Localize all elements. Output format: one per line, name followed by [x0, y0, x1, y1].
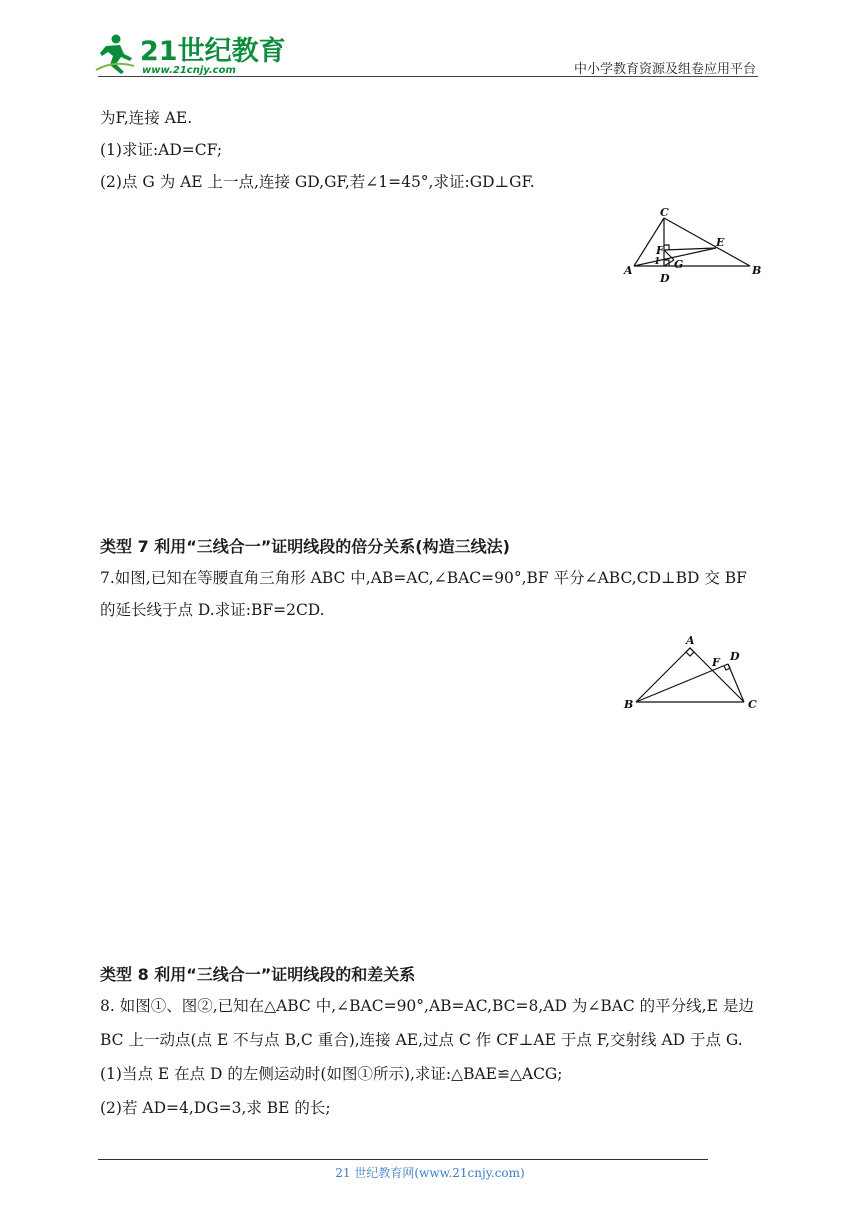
- segment-bd: [636, 664, 728, 702]
- problem6-line1: 为F,连接 AE.: [100, 109, 193, 127]
- problem6-part1: (1)求证:AD=CF;: [100, 141, 223, 159]
- problem7-line2: 的延长线于点 D.求证:BF=2CD.: [100, 601, 325, 619]
- label-e: E: [716, 236, 725, 249]
- footer-divider: [98, 1159, 708, 1160]
- problem6-figure: [620, 204, 770, 294]
- label-d: D: [660, 272, 670, 285]
- type8-heading: 类型 8 利用“三线合一”证明线段的和差关系: [100, 965, 416, 984]
- segment-ba: [636, 648, 690, 702]
- problem8-line1: 8. 如图①、图②,已知在△ABC 中,∠BAC=90°,AB=AC,BC=8,AD 为∠BAC 的平分线,E 是边: [100, 997, 754, 1015]
- logo-sub-text: www.21cnjy.com: [142, 65, 236, 76]
- label-f: F: [656, 244, 664, 257]
- header-divider: [98, 76, 758, 77]
- segment-dc: [728, 664, 744, 702]
- label-b: B: [752, 264, 762, 277]
- platform-title: 中小学教育资源及组卷应用平台: [573, 62, 756, 77]
- label-a: A: [624, 264, 633, 277]
- problem7-figure: [616, 630, 766, 720]
- site-logo: [94, 30, 286, 78]
- right-angle-mark-a: [686, 648, 694, 656]
- label-f: F: [712, 656, 720, 669]
- logo-main-text: 21世纪教育: [140, 36, 286, 67]
- label-g: G: [674, 258, 684, 271]
- runner-icon: [96, 35, 134, 75]
- problem8-part1: (1)当点 E 在点 D 的左侧运动时(如图①所示),求证:△BAE≌△ACG;: [100, 1065, 563, 1083]
- footer-link[interactable]: 21 世纪教育网(www.21cnjy.com): [335, 1166, 525, 1180]
- problem7-line1: 7.如图,已知在等腰直角三角形 ABC 中,AB=AC,∠BAC=90°,BF 平分∠ABC,CD⊥BD 交 BF: [100, 569, 747, 587]
- label-c: C: [748, 698, 757, 711]
- label-d: D: [730, 650, 740, 663]
- problem8-line2: BC 上一动点(点 E 不与点 B,C 重合),连接 AE,过点 C 作 CF⊥AE 于点 F,交射线 AD 于点 G.: [100, 1031, 743, 1049]
- type7-heading: 类型 7 利用“三线合一”证明线段的倍分关系(构造三线法): [100, 537, 510, 556]
- label-angle-1: 1: [654, 257, 661, 267]
- label-c: C: [660, 206, 669, 219]
- problem6-part2: (2)点 G 为 AE 上一点,连接 GD,GF,若∠1=45°,求证:GD⊥GF.: [100, 173, 535, 191]
- problem8-part2: (2)若 AD=4,DG=3,求 BE 的长;: [100, 1099, 331, 1117]
- label-a: A: [686, 634, 695, 647]
- label-b: B: [624, 698, 634, 711]
